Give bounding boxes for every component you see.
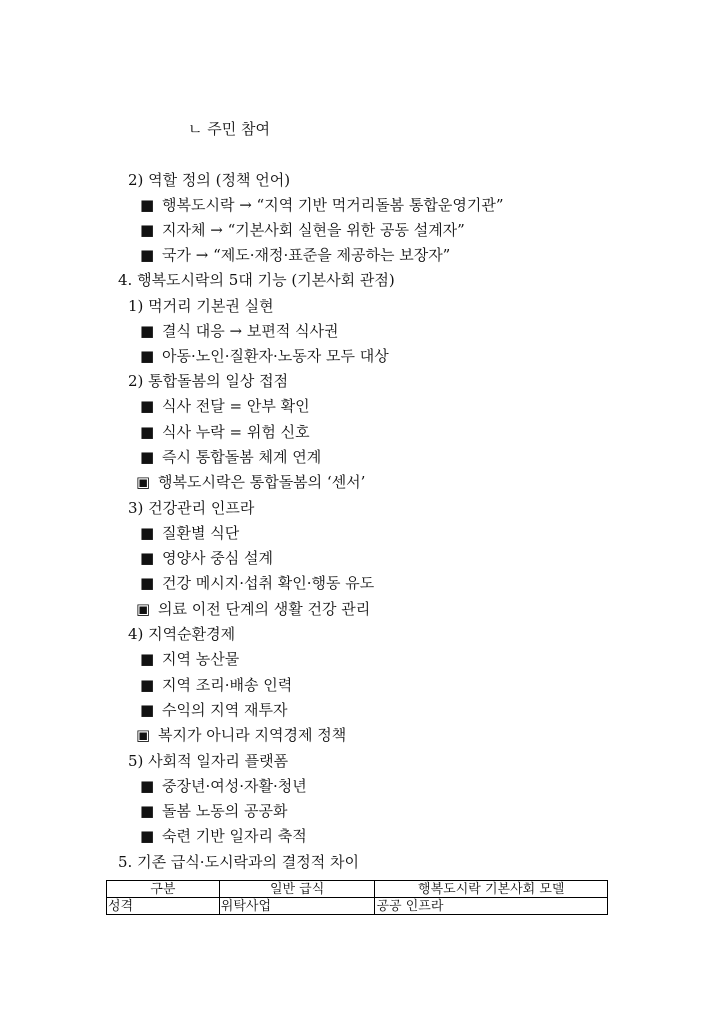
section-heading-health-infra: 3) 건강관리 인프라 [128,499,255,517]
square-bullet-icon: ■ [140,549,155,567]
column-header: 구분 [107,881,220,898]
list-item: ■ 지역 조리·배송 인력 [140,676,293,694]
list-item: ■ 영양사 중심 설계 [140,549,273,567]
chapter-heading-five-functions: 4. 행복도시락의 5대 기능 (기본사회 관점) [118,271,395,289]
list-item: ■ 국가 → “제도·재정·표준을 제공하는 보장자” [140,246,451,264]
list-item: ■ 행복도시락 → “지역 기반 먹거리돌봄 통합운영기관” [140,196,504,214]
list-item: ■ 지자체 → “기본사회 실현을 위한 공동 설계자” [140,221,465,239]
square-bullet-icon: ■ [140,221,155,239]
column-header: 행복도시락 기본사회 모델 [375,881,608,898]
summary-item: ▣ 의료 이전 단계의 생활 건강 관리 [136,600,371,618]
section-heading-local-economy: 4) 지역순환경제 [128,625,236,643]
square-bullet-icon: ■ [140,524,155,542]
section-heading-role-definition: 2) 역할 정의 (정책 언어) [128,171,291,189]
comparison-table [106,880,608,915]
square-bullet-icon: ■ [140,777,155,795]
list-item: ■ 중장년·여성·자활·청년 [140,777,307,795]
square-bullet-icon: ■ [140,701,155,719]
table-header-row [107,881,608,898]
chapter-heading-key-differences: 5. 기존 급식·도시락과의 결정적 차이 [118,853,360,871]
column-header: 일반 급식 [219,881,375,898]
boxed-square-bullet-icon: ▣ [136,473,151,491]
list-item: ■ 질환별 식단 [140,524,240,542]
table-cell: 성격 [107,898,220,915]
square-bullet-icon: ■ [140,397,155,415]
section-heading-social-jobs: 5) 사회적 일자리 플랫폼 [128,752,289,770]
table-cell: 위탁사업 [219,898,375,915]
square-bullet-icon: ■ [140,423,155,441]
square-bullet-icon: ■ [140,802,155,820]
square-bullet-icon: ■ [140,574,155,592]
square-bullet-icon: ■ [140,448,155,466]
table-row [107,898,608,915]
square-bullet-icon: ■ [140,246,155,264]
list-item: ■ 숙련 기반 일자리 축적 [140,827,307,845]
list-item: ■ 결식 대응 → 보편적 식사권 [140,322,339,340]
square-bullet-icon: ■ [140,650,155,668]
list-item: ■ 지역 농산물 [140,650,240,668]
list-item: ■ 식사 누락 = 위험 신호 [140,423,310,441]
square-bullet-icon: ■ [140,322,155,340]
boxed-square-bullet-icon: ▣ [136,600,151,618]
square-bullet-icon: ■ [140,827,155,845]
list-item: ■ 즉시 통합돌봄 체계 연계 [140,448,322,466]
square-bullet-icon: ■ [140,196,155,214]
list-item: ■ 수익의 지역 재투자 [140,701,288,719]
list-item: ■ 아동·노인·질환자·노동자 모두 대상 [140,347,389,365]
square-bullet-icon: ■ [140,347,155,365]
table-cell: 공공 인프라 [375,898,608,915]
summary-item: ▣ 복지가 아니라 지역경제 정책 [136,726,347,744]
square-bullet-icon: ■ [140,676,155,694]
boxed-square-bullet-icon: ▣ [136,726,151,744]
list-item: ■ 건강 메시지·섭취 확인·행동 유도 [140,574,375,592]
summary-item: ▣ 행복도시락은 통합돌봄의 ‘센서’ [136,473,366,491]
list-item: ■ 식사 전달 = 안부 확인 [140,397,310,415]
sub-item-resident-participation: ㄴ 주민 참여 [188,120,270,138]
section-heading-food-rights: 1) 먹거리 기본권 실현 [128,297,274,315]
list-item: ■ 돌봄 노동의 공공화 [140,802,288,820]
section-heading-integrated-care: 2) 통합돌봄의 일상 접점 [128,372,289,390]
